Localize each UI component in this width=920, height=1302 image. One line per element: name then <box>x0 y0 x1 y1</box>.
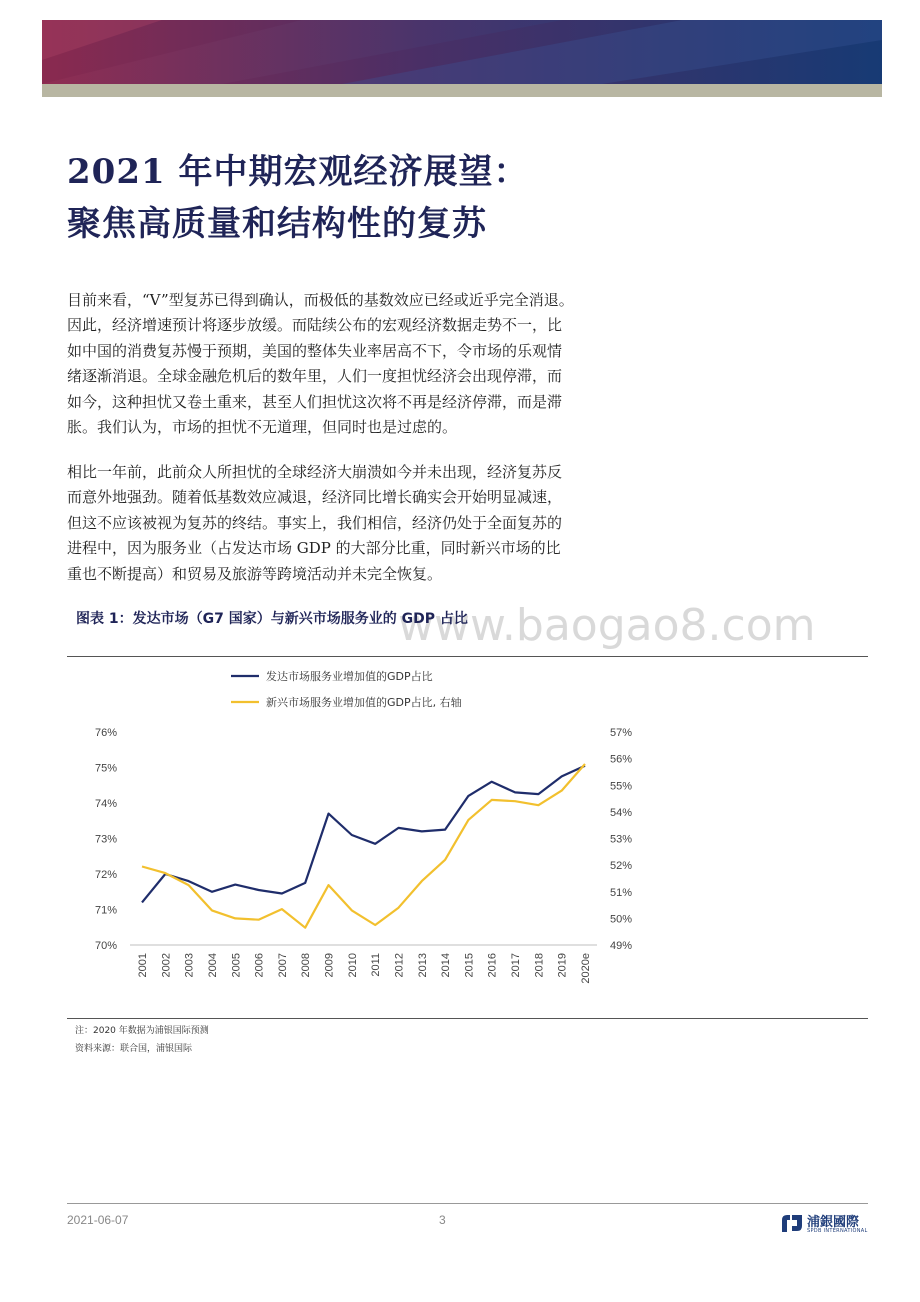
y-right-tick-label: 52% <box>610 860 633 873</box>
paragraph-line: 但这不应该被视为复苏的终结。事实上，我们相信，经济仍处于全面复苏的 <box>67 513 563 532</box>
y-left-tick-label: 73% <box>94 833 117 846</box>
x-tick-label: 2016 <box>486 953 499 978</box>
y-left-tick-label: 75% <box>94 762 117 775</box>
paragraph-line: 因此，经济增速预计将逐步放缓。而陆续公布的宏观经济数据走势不一，比 <box>67 316 563 335</box>
x-tick-label: 2001 <box>137 953 149 978</box>
figure-title: 图表 1：发达市场（G7 国家）与新兴市场服务业的 GDP 占比 <box>76 611 468 627</box>
logo-text: 浦銀國際 <box>807 1215 860 1230</box>
page-title-line2: 聚焦高质量和结构性的复苏 <box>67 204 487 244</box>
y-left-tick-label: 71% <box>94 904 117 917</box>
figure-source: 资料来源：联合国，浦银国际 <box>75 1044 193 1054</box>
paragraph-1 <box>67 288 867 440</box>
spdb-logo-icon <box>780 1212 804 1234</box>
page-title-line1: 2021 年中期宏观经济展望： <box>67 152 529 192</box>
paragraph-line: 绪逐渐消退。全球金融危机后的数年里，人们一度担忧经济会出现停滞，而 <box>67 367 563 386</box>
x-tick-label: 2014 <box>440 953 453 978</box>
paragraph-line: 如中国的消费复苏慢于预期，美国的整体失业率居高不下，令市场的乐观情 <box>67 341 563 360</box>
x-tick-label: 2019 <box>556 953 569 978</box>
x-tick-label: 2002 <box>160 953 173 978</box>
paragraph-line: 进程中，因为服务业（占发达市场 GDP 的大部分比重，同时新兴市场的比 <box>67 539 561 558</box>
footer-date: 2021-06-07 <box>67 1213 129 1227</box>
figure-note: 注：2020 年数据为浦银国际预测 <box>75 1026 209 1036</box>
y-left-tick-label: 74% <box>94 798 117 810</box>
x-tick-label: 2013 <box>416 953 429 978</box>
paragraph-line: 如今，这种担忧又卷土重来，甚至人们担忧这次将不再是经济停滞，而是滞 <box>67 392 563 411</box>
legend-label: 发达市场服务业增加值的GDP占比 <box>266 670 433 683</box>
figure-bottom-rule <box>67 1018 868 1019</box>
paragraph-line: 目前来看，“V”型复苏已得到确认，而极低的基数效应已经或近乎完全消退。 <box>67 291 574 309</box>
y-left-tick-label: 72% <box>94 869 117 881</box>
paragraph-line: 重也不断提高）和贸易及旅游等跨境活动并未完全恢复。 <box>67 564 443 583</box>
paragraph-line: 胀。我们认为，市场的担忧不无道理，但同时也是过虑的。 <box>67 418 458 437</box>
x-tick-label: 2012 <box>393 953 406 978</box>
y-right-tick-label: 49% <box>610 940 633 952</box>
figure-top-rule <box>67 656 868 657</box>
x-tick-label: 2018 <box>533 953 546 978</box>
legend-label: 新兴市场服务业增加值的GDP占比, 右轴 <box>266 696 462 709</box>
x-tick-label: 2006 <box>253 953 266 978</box>
page-number: 3 <box>439 1213 446 1227</box>
footer-rule <box>67 1203 868 1204</box>
x-tick-label: 2003 <box>183 953 196 978</box>
x-tick-label: 2004 <box>206 953 219 978</box>
line-chart <box>67 658 868 1018</box>
spdb-logo <box>780 1210 876 1238</box>
x-tick-label: 2009 <box>323 953 336 978</box>
y-right-tick-label: 57% <box>610 727 633 739</box>
y-right-tick-label: 54% <box>610 806 633 819</box>
y-left-tick-label: 76% <box>94 727 117 739</box>
x-tick-label: 2017 <box>510 953 523 978</box>
x-tick-label: 2010 <box>346 953 359 978</box>
paragraph-2 <box>67 460 867 587</box>
y-right-tick-label: 56% <box>610 753 633 766</box>
y-right-tick-label: 50% <box>610 913 633 926</box>
paragraph-line: 而意外地强劲。随着低基数效应减退，经济同比增长确实会开始明显减速， <box>67 488 563 507</box>
y-right-tick-label: 51% <box>610 886 633 899</box>
logo-subtext: SPDB INTERNATIONAL <box>807 1228 868 1234</box>
x-tick-label: 2007 <box>276 953 289 978</box>
x-tick-label: 2008 <box>300 953 313 978</box>
x-tick-label: 2005 <box>230 953 243 978</box>
y-right-tick-label: 55% <box>610 780 633 793</box>
x-tick-label: 2015 <box>463 953 476 978</box>
series-line-developed <box>142 766 585 903</box>
x-tick-label: 2020e <box>580 953 592 984</box>
paragraph-line: 相比一年前，此前众人所担忧的全球经济大崩溃如今并未出现，经济复苏反 <box>67 463 563 481</box>
header-rule <box>42 84 882 97</box>
y-left-tick-label: 70% <box>94 940 117 952</box>
y-right-tick-label: 53% <box>610 833 633 846</box>
series-line-emerging <box>142 764 585 928</box>
x-tick-label: 2011 <box>370 953 383 977</box>
watermark: www.baogao8.com <box>398 600 816 651</box>
header-banner <box>42 20 882 84</box>
